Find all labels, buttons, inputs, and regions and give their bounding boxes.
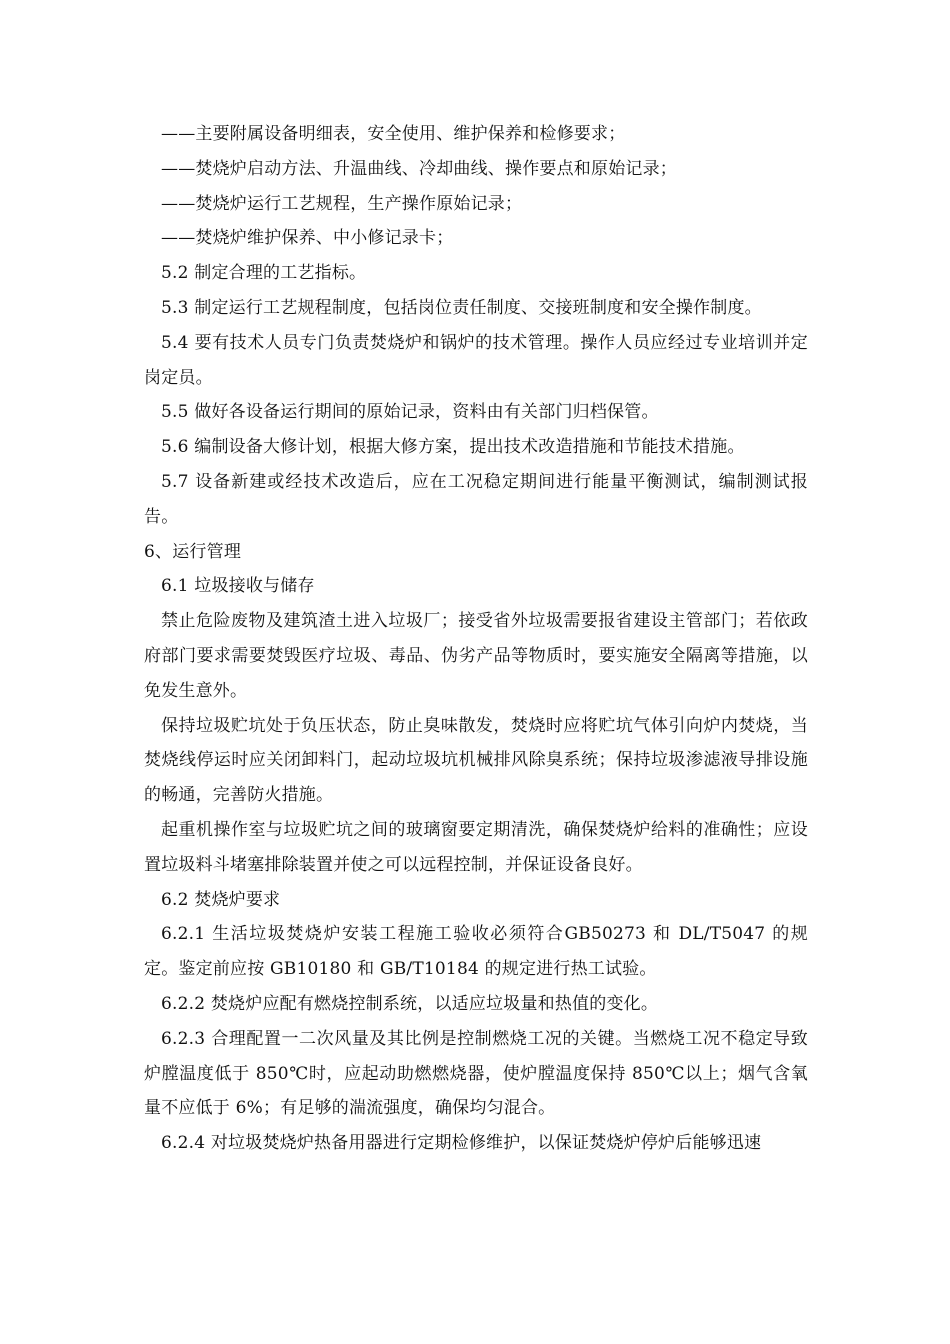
paragraph-5-6: 5.6 编制设备大修计划，根据大修方案，提出技术改造措施和节能技术措施。 xyxy=(161,437,745,458)
paragraph-5-2: 5.2 制定合理的工艺指标。 xyxy=(161,263,367,284)
paragraph-equipment-list: ——主要附属设备明细表，安全使用、维护保养和检修要求； xyxy=(161,124,626,144)
paragraph-6-2-2: 6.2.2 焚烧炉应配有燃烧控制系统，以适应垃圾量和热值的变化。 xyxy=(161,993,659,1014)
section-heading-6: 6、运行管理 xyxy=(144,541,242,562)
paragraph-negative-pressure: 保持垃圾贮坑处于负压状态，防止臭味散发，焚烧时应将贮坑气体引向炉内焚烧，当焚烧线停运时应关闭卸料门，起动垃圾坑机械排风除臭系统；保持垃圾渗滤液导排设施的畅通，完善防火措施。 xyxy=(144,715,808,806)
paragraph-crane-window: 起重机操作室与垃圾贮坑之间的玻璃窗要定期清洗，确保焚烧炉给料的准确性；应设置垃圾料斗堵塞排除装置并使之可以远程控制，并保证设备良好。 xyxy=(144,819,808,875)
paragraph-6-2-1: 6.2.1 生活垃圾焚烧炉安装工程施工验收必须符合GB50273 和 DL/T5047 的规定。鉴定前应按 GB10180 和 GB/T10184 的规定进行热工试验。 xyxy=(144,924,808,980)
paragraph-5-3: 5.3 制定运行工艺规程制度，包括岗位责任制度、交接班制度和安全操作制度。 xyxy=(161,297,762,318)
paragraph-5-7: 5.7 设备新建或经技术改造后，应在工况稳定期间进行能量平衡测试，编制测试报告。 xyxy=(144,471,808,527)
paragraph-6-2-4: 6.2.4 对垃圾焚烧炉热备用器进行定期检修维护，以保证焚烧炉停炉后能够迅速 xyxy=(161,1133,762,1154)
subsection-heading-6-2: 6.2 焚烧炉要求 xyxy=(161,889,281,910)
paragraph-5-5: 5.5 做好各设备运行期间的原始记录，资料由有关部门归档保管。 xyxy=(161,402,659,423)
subsection-heading-6-1: 6.1 垃圾接收与储存 xyxy=(161,576,315,597)
paragraph-waste-acceptance: 禁止危险废物及建筑渣土进入垃圾厂；接受省外垃圾需要报省建设主管部门；若依政府部门要求需要焚毁医疗垃圾、毒品、伪劣产品等物质时，要实施安全隔离等措施，以免发生意外。 xyxy=(144,611,808,701)
paragraph-maintenance-card: ——焚烧炉维护保养、中小修记录卡； xyxy=(161,228,454,249)
paragraph-startup-method: ——焚烧炉启动方法、升温曲线、冷却曲线、操作要点和原始记录； xyxy=(161,158,677,179)
document-body xyxy=(144,117,808,1161)
paragraph-6-2-3: 6.2.3 合理配置一二次风量及其比例是控制燃烧工况的关键。当燃烧工况不稳定导致炉膛温度低于 850℃时，应起动助燃燃烧器，使炉膛温度保持 850℃以上；烟气含氧量不应低于 6%；有足够的湍流强度，确保均匀混合。 xyxy=(144,1028,808,1119)
paragraph-5-4: 5.4 要有技术人员专门负责焚烧炉和锅炉的技术管理。操作人员应经过专业培训并定岗定员。 xyxy=(144,332,808,388)
paragraph-operating-procedure: ——焚烧炉运行工艺规程，生产操作原始记录； xyxy=(161,193,523,214)
